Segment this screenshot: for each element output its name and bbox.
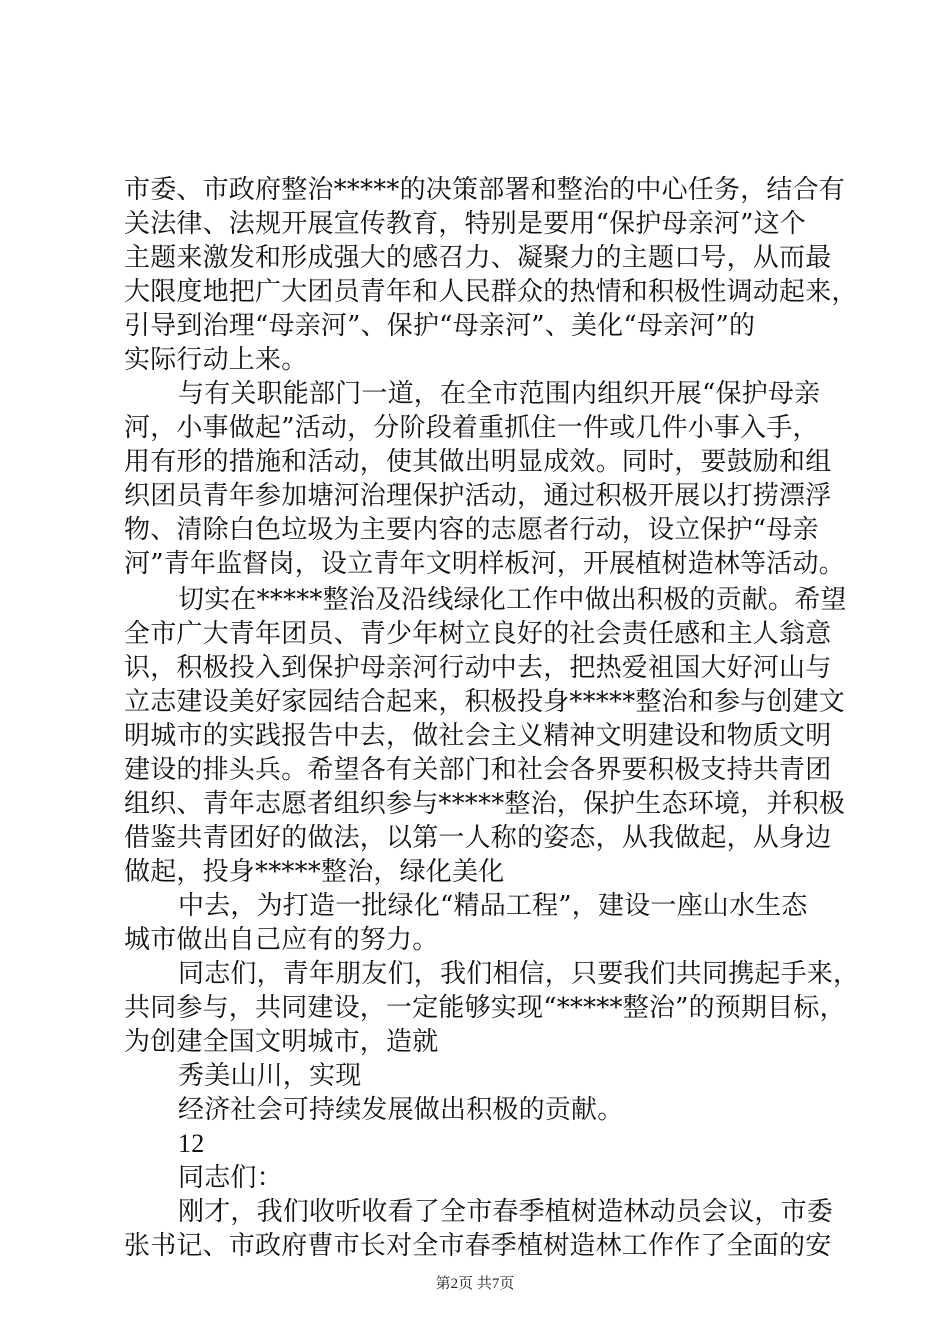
text-line: 借鉴共青团好的做法，以第一人称的姿态，从我做起，从身边 [124, 823, 832, 853]
text-line: 切实在*****整治及沿线绿化工作中做出积极的贡献。希望 [178, 585, 847, 615]
text-line: 12 [178, 1129, 205, 1158]
page-number-footer: 第2页 共7页 [435, 1276, 515, 1292]
text-line: 织团员青年参加塘河治理保护活动，通过积极开展以打捞漂浮 [124, 481, 832, 511]
text-line: 同志们，青年朋友们，我们相信，只要我们共同携起手来， [178, 959, 860, 989]
text-line: 物、清除白色垃圾为主要内容的志愿者行动，设立保护“母亲 [124, 515, 819, 545]
text-line: 城市做出自己应有的努力。 [124, 925, 439, 955]
text-line: 河”青年监督岗，设立青年文明样板河，开展植树造林等活动。 [124, 549, 845, 579]
text-line: 市委、市政府整治*****的决策部署和整治的中心任务，结合有 [124, 175, 846, 205]
text-line: 主题来激发和形成强大的感召力、凝聚力的主题口号，从而最 [124, 243, 832, 273]
text-line: 识，积极投入到保护母亲河行动中去，把热爱祖国大好河山与 [124, 653, 832, 683]
text-line: 同志们： [178, 1163, 283, 1193]
text-line: 河，小事做起”活动，分阶段着重抓住一件或几件小事入手， [124, 413, 819, 443]
text-line: 秀美山川，实现 [178, 1061, 362, 1091]
text-line: 大限度地把广大团员青年和人民群众的热情和积极性调动起来， [124, 277, 858, 307]
text-line: 用有形的措施和活动，使其做出明显成效。同时，要鼓励和组 [124, 447, 832, 477]
text-line: 中去，为打造一批绿化“精品工程”，建设一座山水生态 [178, 891, 808, 921]
text-line: 经济社会可持续发展做出积极的贡献。 [178, 1095, 624, 1125]
text-line: 实际行动上来。 [124, 345, 308, 375]
text-line: 为创建全国文明城市，造就 [124, 1027, 439, 1057]
text-line: 立志建设美好家园结合起来，积极投身*****整治和参与创建文 [124, 687, 846, 717]
text-line: 全市广大青年团员、青少年树立良好的社会责任感和主人翁意 [124, 619, 832, 649]
text-line: 建设的排头兵。希望各有关部门和社会各界要积极支持共青团 [124, 755, 832, 785]
text-line: 张书记、市政府曹市长对全市春季植树造林工作作了全面的安 [124, 1231, 832, 1261]
text-line: 刚才，我们收听收看了全市春季植树造林动员会议，市委 [178, 1197, 834, 1227]
text-line: 关法律、法规开展宣传教育，特别是要用“保护母亲河”这个 [124, 209, 806, 239]
text-line: 共同参与，共同建设，一定能够实现“*****整治”的预期目标， [124, 993, 846, 1023]
text-line: 明城市的实践报告中去，做社会主义精神文明建设和物质文明 [124, 721, 832, 751]
text-line: 组织、青年志愿者组织参与*****整治，保护生态环境，并积极 [124, 789, 846, 819]
text-line: 与有关职能部门一道，在全市范围内组织开展“保护母亲 [178, 379, 821, 409]
text-line: 做起，投身*****整治，绿化美化 [124, 857, 505, 887]
text-line: 引导到治理“母亲河”、保护“母亲河”、美化“母亲河”的 [124, 311, 756, 341]
